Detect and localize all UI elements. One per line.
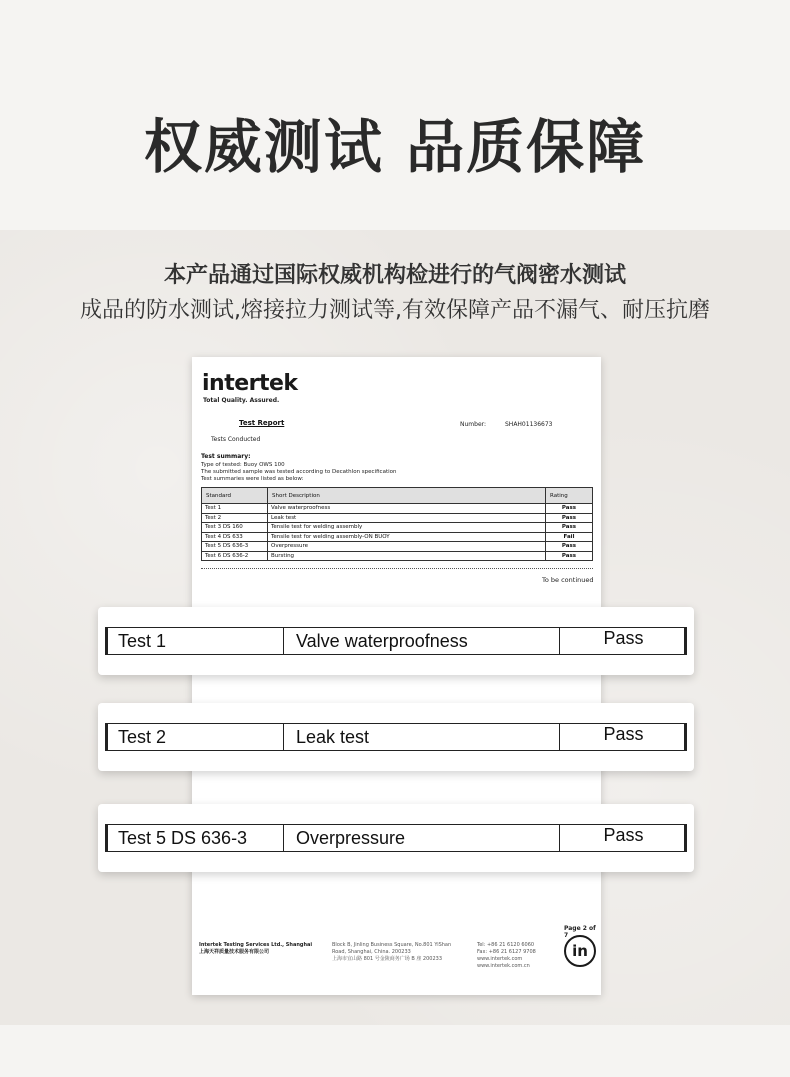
footer-contact bbox=[477, 942, 536, 970]
table-row bbox=[202, 551, 593, 561]
test-report-document bbox=[192, 357, 601, 995]
tests-conducted-label: Tests Conducted bbox=[211, 436, 261, 443]
subtitle-line-2: 成品的防水测试,熔接拉力测试等,有效保障产品不漏气、耐压抗磨 bbox=[80, 298, 710, 323]
footer-web-1: www.intertek.com bbox=[477, 956, 523, 962]
intertek-in-logo: in bbox=[564, 935, 596, 967]
highlight-rating: Pass bbox=[559, 628, 687, 654]
footer-company-en: Intertek Testing Services Ltd., Shanghai bbox=[199, 942, 313, 948]
cell-standard: Test 6 DS 636-2 bbox=[202, 551, 268, 561]
summary-table bbox=[201, 487, 593, 561]
highlight-row bbox=[105, 824, 687, 852]
cell-rating: Pass bbox=[546, 523, 593, 533]
table-header-row bbox=[202, 488, 593, 504]
summary-line-type: Type of tested: Buoy OWS 100 bbox=[201, 462, 285, 468]
footer-web-2: www.intertek.com.cn bbox=[477, 963, 530, 969]
cell-rating: Pass bbox=[546, 504, 593, 514]
cell-description: Overpressure bbox=[268, 542, 546, 552]
footer-address-en-2: Road, Shanghai, China. 200233 bbox=[332, 949, 411, 955]
cell-description: Leak test bbox=[268, 513, 546, 523]
table-row bbox=[202, 513, 593, 523]
cell-standard: Test 4 DS 633 bbox=[202, 532, 268, 542]
highlight-card-test-2 bbox=[98, 703, 694, 771]
cell-description: Bursting bbox=[268, 551, 546, 561]
footer-address-cn: 上海市宜山路 801 号金陵商务广场 B 座 200233 bbox=[332, 956, 443, 962]
cell-rating: Pass bbox=[546, 551, 593, 561]
highlight-standard: Test 2 bbox=[118, 727, 167, 747]
footer-fax: Fax: +86 21 6127 9708 bbox=[477, 949, 536, 955]
cell-rating: Pass bbox=[546, 542, 593, 552]
subtitle-line-1: 本产品通过国际权威机构检进行的气阀密水测试 bbox=[163, 263, 626, 288]
highlight-card-test-5 bbox=[98, 804, 694, 872]
cell-standard: Test 5 DS 636-3 bbox=[202, 542, 268, 552]
footer-address bbox=[332, 942, 451, 963]
page-title: 权威测试 品质保障 bbox=[143, 113, 647, 181]
report-number-value: SHAH01136673 bbox=[505, 421, 553, 428]
table-row bbox=[202, 504, 593, 514]
table-row bbox=[202, 542, 593, 552]
highlight-card-test-1 bbox=[98, 607, 694, 675]
summary-line-listed: Test summaries were listed as below: bbox=[201, 476, 304, 482]
footer-company-cn: 上海天祥质量技术服务有限公司 bbox=[199, 949, 270, 955]
highlight-rating: Pass bbox=[559, 825, 687, 851]
highlight-row bbox=[105, 723, 687, 751]
column-header-rating: Rating bbox=[546, 488, 593, 504]
table-row bbox=[202, 532, 593, 542]
highlight-rating: Pass bbox=[559, 724, 687, 750]
cell-rating: Pass bbox=[546, 513, 593, 523]
highlight-description: Valve waterproofness bbox=[283, 628, 559, 654]
highlight-row bbox=[105, 627, 687, 655]
cell-standard: Test 2 bbox=[202, 513, 268, 523]
cell-standard: Test 3 DS 160 bbox=[202, 523, 268, 533]
cell-standard: Test 1 bbox=[202, 504, 268, 514]
to-be-continued: To be continued bbox=[542, 576, 594, 584]
highlight-standard: Test 5 DS 636-3 bbox=[118, 828, 248, 848]
footer-company bbox=[199, 942, 312, 956]
highlight-description: Leak test bbox=[283, 724, 559, 750]
footer-address-en-1: Block B, Jinling Business Square, No.801 YiShan bbox=[332, 942, 452, 948]
column-header-description: Short Description bbox=[268, 488, 546, 504]
cell-description: Valve waterproofness bbox=[268, 504, 546, 514]
dotted-divider bbox=[201, 568, 593, 569]
cell-rating: Fail bbox=[546, 532, 593, 542]
column-header-standard: Standard bbox=[202, 488, 268, 504]
intertek-logo: intertek bbox=[202, 371, 298, 396]
summary-line-spec: The submitted sample was tested according to Decathlon specification bbox=[201, 469, 397, 475]
summary-title: Test summary: bbox=[201, 453, 251, 460]
report-number-label: Number: bbox=[460, 421, 487, 428]
page-number: Page 2 of 7 bbox=[564, 925, 596, 939]
highlight-description: Overpressure bbox=[283, 825, 559, 851]
cell-description: Tensile test for welding assembly-ON BUOY bbox=[268, 532, 546, 542]
table-row bbox=[202, 523, 593, 533]
footer-tel: Tel: +86 21 6120 6060 bbox=[477, 942, 535, 948]
cell-description: Tensile test for welding assembly bbox=[268, 523, 546, 533]
logo-tagline: Total Quality. Assured. bbox=[203, 397, 280, 404]
report-title: Test Report bbox=[239, 419, 285, 427]
footer-band bbox=[0, 1025, 790, 1077]
highlight-standard: Test 1 bbox=[118, 631, 167, 651]
